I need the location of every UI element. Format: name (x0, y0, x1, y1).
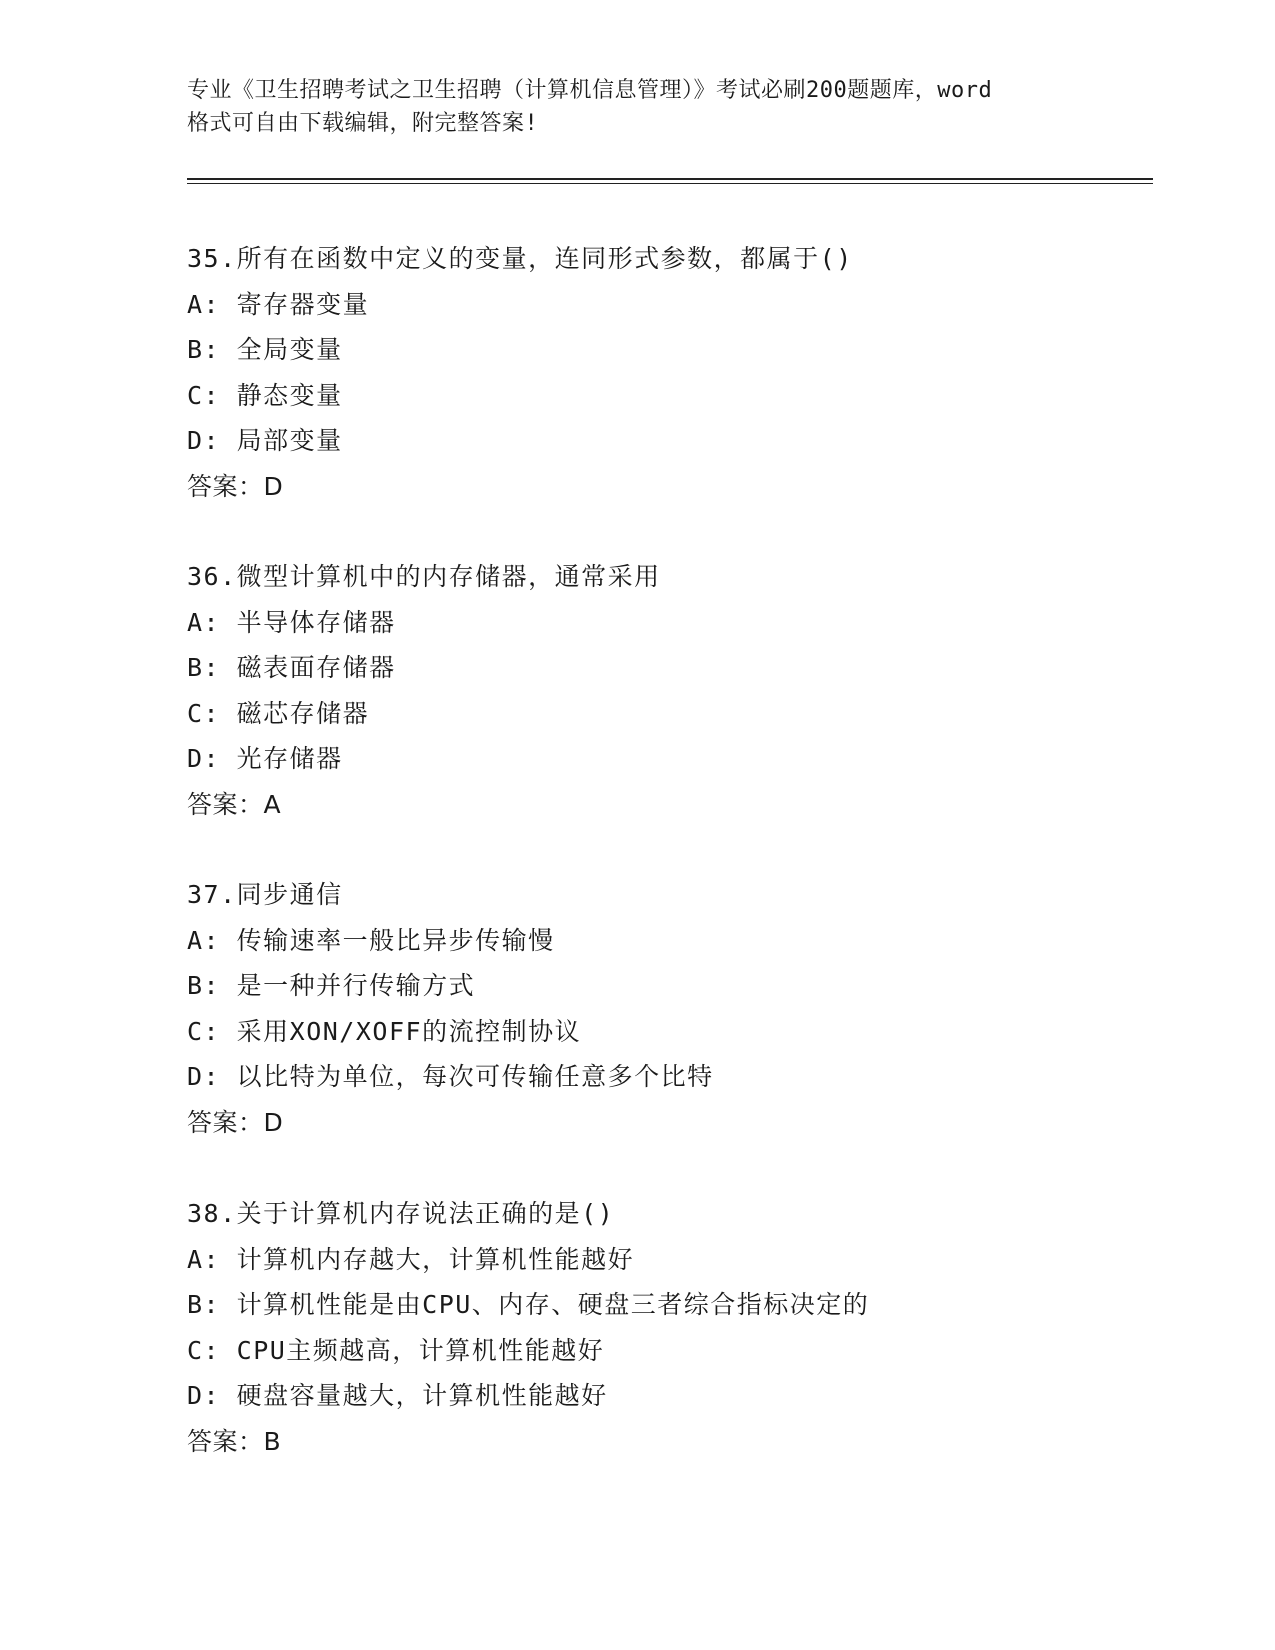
question-35 (187, 236, 1167, 509)
option-c: C: CPU主频越高，计算机性能越好 (187, 1335, 605, 1365)
option-a: A: 半导体存储器 (187, 607, 396, 637)
option-b: B: 全局变量 (187, 335, 343, 364)
option-a: A: 传输速率一般比异步传输慢 (187, 925, 555, 955)
question-37 (187, 872, 1167, 1145)
option-b: B: 计算机性能是由CPU、内存、硬盘三者综合指标决定的 (187, 1290, 870, 1319)
option-a: A: 寄存器变量 (187, 289, 370, 319)
question-38 (187, 1191, 1167, 1464)
question-stem: 35.所有在函数中定义的变量，连同形式参数，都属于() (187, 244, 853, 273)
header-line-2: 格式可自由下载编辑，附完整答案! (187, 111, 539, 136)
option-d: D: 局部变量 (187, 426, 343, 455)
option-b: B: 是一种并行传输方式 (187, 971, 476, 1000)
answer: 答案：A (187, 789, 282, 819)
option-c: C: 磁芯存储器 (187, 698, 370, 728)
question-stem: 38.关于计算机内存说法正确的是() (187, 1199, 615, 1228)
option-b: B: 磁表面存储器 (187, 653, 396, 682)
question-stem: 36.微型计算机中的内存储器，通常采用 (187, 562, 661, 591)
question-36 (187, 554, 1167, 827)
answer: 答案：B (187, 1426, 282, 1456)
option-d: D: 光存储器 (187, 744, 343, 773)
option-d: D: 硬盘容量越大，计算机性能越好 (187, 1381, 608, 1410)
option-a: A: 计算机内存越大，计算机性能越好 (187, 1244, 635, 1274)
header-divider-bottom (187, 183, 1153, 184)
option-c: C: 采用XON/XOFF的流控制协议 (187, 1016, 582, 1046)
header-line-1: 专业《卫生招聘考试之卫生招聘（计算机信息管理）》考试必刷200题题库，word (187, 78, 993, 103)
question-stem: 37.同步通信 (187, 880, 343, 909)
answer: 答案：D (187, 1107, 284, 1137)
option-d: D: 以比特为单位，每次可传输任意多个比特 (187, 1062, 714, 1091)
option-c: C: 静态变量 (187, 380, 343, 410)
header-divider-top (187, 178, 1153, 180)
document-header (187, 74, 1087, 140)
answer: 答案：D (187, 471, 284, 501)
